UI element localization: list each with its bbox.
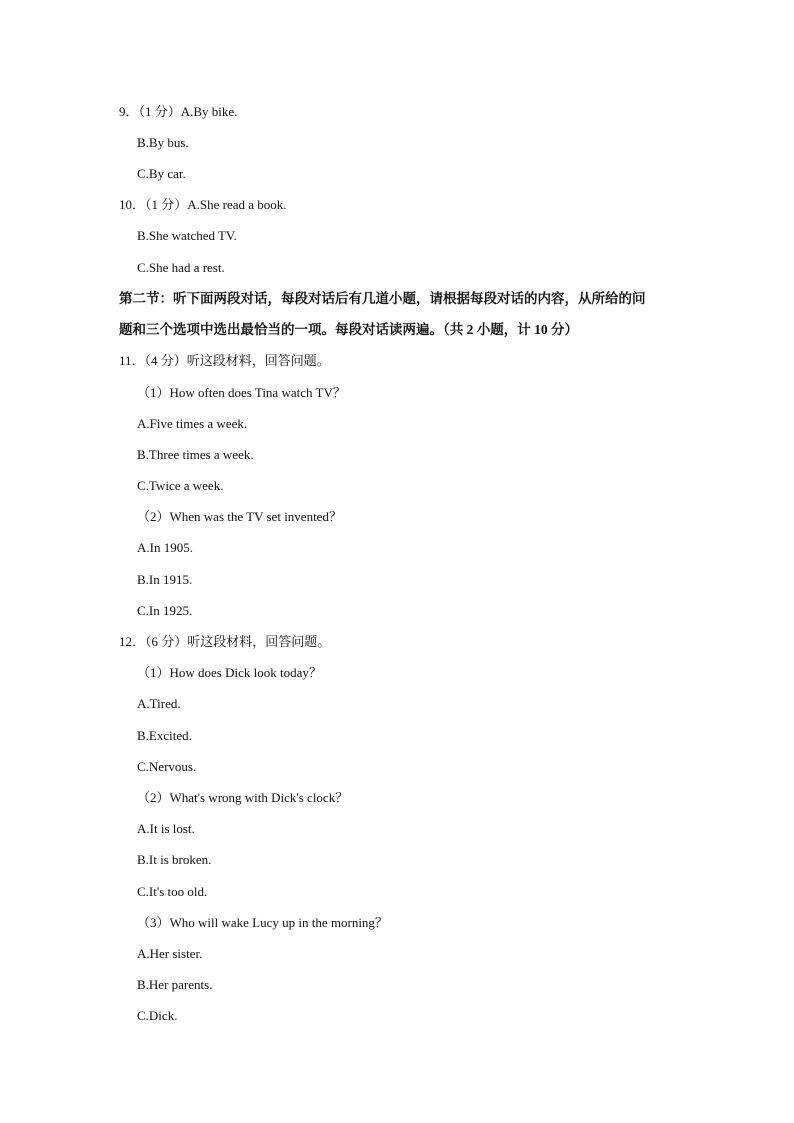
question-10-option-c: C.She had a rest. (137, 260, 225, 275)
question-12-sub-1-option-b: B.Excited. (137, 728, 192, 743)
question-12-sub-3-option-c: C.Dick. (137, 1008, 178, 1023)
question-12-sub-3-option-a: A.Her sister. (137, 946, 203, 961)
section-2-instructions-line-2: 题和三个选项中选出最恰当的一项。每段对话读两遍。（共 2 小题，计 10 分） (119, 322, 578, 337)
question-9-option-b: B.By bus. (137, 135, 189, 150)
question-11-sub-1-option-b: B.Three times a week. (137, 447, 254, 462)
question-11-sub-2: （2）When was the TV set invented？ (137, 509, 342, 524)
question-10-stem: 10．（1 分）A.She read a book. (119, 197, 287, 212)
question-11-stem: 11．（4 分）听这段材料，回答问题。 (119, 353, 330, 368)
question-10-option-b: B.She watched TV. (137, 228, 237, 243)
question-11-sub-2-option-a: A.In 1905. (137, 540, 193, 555)
question-11-sub-1-option-c: C.Twice a week. (137, 478, 224, 493)
question-12-sub-3: （3）Who will wake Lucy up in the morning？ (137, 915, 388, 930)
question-9-stem: 9．（1 分）A.By bike. (119, 104, 238, 119)
question-11-sub-2-option-b: B.In 1915. (137, 572, 193, 587)
question-9-option-c: C.By car. (137, 166, 186, 181)
question-11-sub-1: （1）How often does Tina watch TV？ (137, 385, 346, 400)
question-11-sub-1-option-a: A.Five times a week. (137, 416, 248, 431)
question-12-stem: 12．（6 分）听这段材料，回答问题。 (119, 634, 331, 649)
section-2-instructions-line-1: 第二节：听下面两段对话，每段对话后有几道小题，请根据每段对话的内容，从所给的问 (119, 291, 646, 306)
question-12-sub-2-option-b: B.It is broken. (137, 852, 212, 867)
question-12-sub-1: （1）How does Dick look today？ (137, 665, 322, 680)
question-12-sub-2-option-c: C.It's too old. (137, 884, 208, 899)
question-12-sub-2-option-a: A.It is lost. (137, 821, 195, 836)
question-12-sub-1-option-c: C.Nervous. (137, 759, 197, 774)
question-12-sub-3-option-b: B.Her parents. (137, 977, 213, 992)
question-12-sub-2: （2）What's wrong with Dick's clock？ (137, 790, 349, 805)
question-11-sub-2-option-c: C.In 1925. (137, 603, 193, 618)
question-12-sub-1-option-a: A.Tired. (137, 696, 181, 711)
